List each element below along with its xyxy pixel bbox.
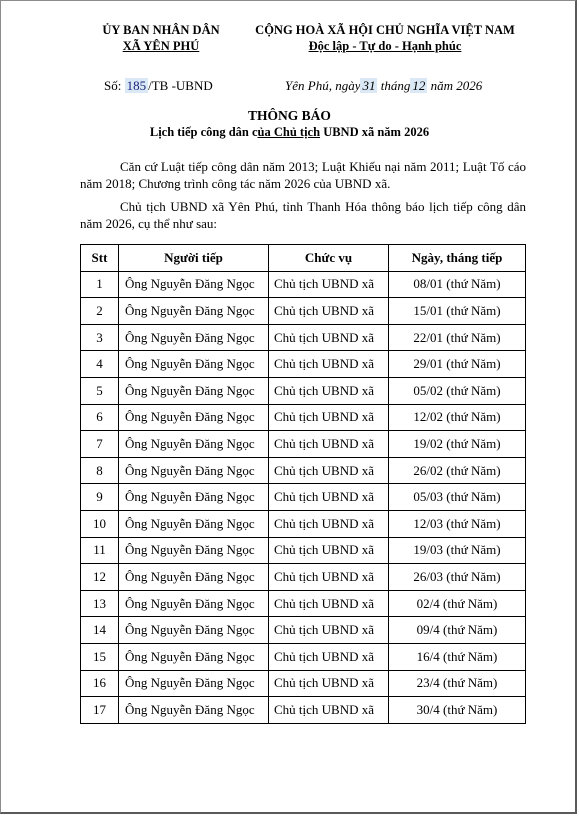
table-row	[81, 537, 526, 564]
row-stt: 10	[81, 510, 119, 537]
row-receiver: Ông Nguyễn Đăng Ngọc	[119, 590, 269, 617]
row-receiver: Ông Nguyễn Đăng Ngọc	[119, 484, 269, 511]
agency-header	[96, 22, 226, 54]
row-stt: 6	[81, 404, 119, 431]
table-row	[81, 670, 526, 697]
row-receiver: Ông Nguyễn Đăng Ngọc	[119, 431, 269, 458]
row-position: Chủ tịch UBND xã	[269, 351, 389, 378]
row-date: 09/4 (thứ Năm)	[389, 617, 526, 644]
row-position: Chủ tịch UBND xã	[269, 564, 389, 591]
header-stt: Stt	[81, 245, 119, 272]
row-receiver: Ông Nguyễn Đăng Ngọc	[119, 457, 269, 484]
row-date: 19/03 (thứ Năm)	[389, 537, 526, 564]
row-position: Chủ tịch UBND xã	[269, 298, 389, 325]
row-position: Chủ tịch UBND xã	[269, 643, 389, 670]
row-stt: 9	[81, 484, 119, 511]
row-position: Chủ tịch UBND xã	[269, 617, 389, 644]
row-receiver: Ông Nguyễn Đăng Ngọc	[119, 537, 269, 564]
row-receiver: Ông Nguyễn Đăng Ngọc	[119, 351, 269, 378]
table-row	[81, 457, 526, 484]
row-position: Chủ tịch UBND xã	[269, 377, 389, 404]
row-position: Chủ tịch UBND xã	[269, 670, 389, 697]
row-date: 30/4 (thứ Năm)	[389, 697, 526, 724]
subtitle-end: UBND xã năm 2026	[320, 125, 430, 139]
row-receiver: Ông Nguyễn Đăng Ngọc	[119, 643, 269, 670]
row-stt: 16	[81, 670, 119, 697]
table-row	[81, 431, 526, 458]
row-date: 29/01 (thứ Năm)	[389, 351, 526, 378]
date-month-field[interactable]: 12	[412, 78, 426, 93]
row-date: 26/03 (thứ Năm)	[389, 564, 526, 591]
table-row	[81, 564, 526, 591]
table-row	[81, 590, 526, 617]
header-receiver: Người tiếp	[119, 245, 269, 272]
announcement-paragraph: Chủ tịch UBND xã Yên Phú, tỉnh Thanh Hóa thông báo lịch tiếp công dân năm 2026, cụ thể như sau:	[80, 199, 526, 231]
row-position: Chủ tịch UBND xã	[269, 590, 389, 617]
date-month-label: tháng	[380, 78, 411, 93]
national-title: CỘNG HOÀ XÃ HỘI CHỦ NGHĨA VIỆT NAM	[255, 23, 515, 37]
header-position: Chức vụ	[269, 245, 389, 272]
row-stt: 2	[81, 298, 119, 325]
document-title: THÔNG BÁO	[248, 108, 331, 123]
row-stt: 13	[81, 590, 119, 617]
row-position: Chủ tịch UBND xã	[269, 324, 389, 351]
legal-basis-paragraph: Căn cứ Luật tiếp công dân năm 2013; Luật Khiếu nại năm 2011; Luật Tố cáo năm 2018; Chương trình công tác năm 2026 của UBND xã.	[80, 159, 526, 191]
table-row	[81, 298, 526, 325]
row-date: 22/01 (thứ Năm)	[389, 324, 526, 351]
document-subtitle	[0, 125, 579, 140]
row-stt: 1	[81, 271, 119, 298]
table-row	[81, 643, 526, 670]
row-date: 02/4 (thứ Năm)	[389, 590, 526, 617]
subtitle-start: Lịch tiếp công dân c	[149, 125, 258, 139]
row-position: Chủ tịch UBND xã	[269, 510, 389, 537]
row-stt: 5	[81, 377, 119, 404]
row-receiver: Ông Nguyễn Đăng Ngọc	[119, 404, 269, 431]
row-date: 16/4 (thứ Năm)	[389, 643, 526, 670]
row-position: Chủ tịch UBND xã	[269, 271, 389, 298]
document-number	[104, 78, 213, 94]
table-row	[81, 510, 526, 537]
table-row	[81, 697, 526, 724]
row-stt: 15	[81, 643, 119, 670]
agency-name: ỦY BAN NHÂN DÂN	[102, 23, 220, 37]
row-stt: 7	[81, 431, 119, 458]
row-date: 05/02 (thứ Năm)	[389, 377, 526, 404]
header-date: Ngày, tháng tiếp	[389, 245, 526, 272]
subtitle-underlined: ủa Chủ tịch	[257, 125, 321, 139]
table-row	[81, 404, 526, 431]
row-date: 08/01 (thứ Năm)	[389, 271, 526, 298]
row-stt: 11	[81, 537, 119, 564]
row-date: 19/02 (thứ Năm)	[389, 431, 526, 458]
table-row	[81, 351, 526, 378]
national-header	[246, 22, 524, 54]
row-stt: 12	[81, 564, 119, 591]
row-date: 12/03 (thứ Năm)	[389, 510, 526, 537]
row-receiver: Ông Nguyễn Đăng Ngọc	[119, 510, 269, 537]
row-stt: 8	[81, 457, 119, 484]
table-row	[81, 617, 526, 644]
doc-number-field[interactable]: 185	[126, 78, 147, 93]
date-place: Yên Phú, ngày	[285, 78, 361, 93]
row-stt: 4	[81, 351, 119, 378]
row-receiver: Ông Nguyễn Đăng Ngọc	[119, 324, 269, 351]
table-row	[81, 377, 526, 404]
commune-name: XÃ YÊN PHÚ	[122, 39, 200, 53]
issue-date	[285, 78, 482, 94]
reception-schedule-table	[80, 244, 526, 724]
row-stt: 14	[81, 617, 119, 644]
date-year: năm 2026	[430, 78, 483, 93]
row-position: Chủ tịch UBND xã	[269, 484, 389, 511]
national-motto: Độc lập - Tự do - Hạnh phúc	[308, 39, 462, 53]
row-date: 23/4 (thứ Năm)	[389, 670, 526, 697]
table-row	[81, 484, 526, 511]
row-stt: 17	[81, 697, 119, 724]
row-stt: 3	[81, 324, 119, 351]
row-position: Chủ tịch UBND xã	[269, 457, 389, 484]
row-receiver: Ông Nguyễn Đăng Ngọc	[119, 377, 269, 404]
row-position: Chủ tịch UBND xã	[269, 537, 389, 564]
row-receiver: Ông Nguyễn Đăng Ngọc	[119, 298, 269, 325]
row-position: Chủ tịch UBND xã	[269, 431, 389, 458]
row-position: Chủ tịch UBND xã	[269, 697, 389, 724]
row-receiver: Ông Nguyễn Đăng Ngọc	[119, 670, 269, 697]
table-row	[81, 271, 526, 298]
row-date: 26/02 (thứ Năm)	[389, 457, 526, 484]
table-row	[81, 324, 526, 351]
row-receiver: Ông Nguyễn Đăng Ngọc	[119, 617, 269, 644]
row-position: Chủ tịch UBND xã	[269, 404, 389, 431]
row-date: 05/03 (thứ Năm)	[389, 484, 526, 511]
doc-number-suffix: /TB -UBND	[148, 78, 213, 93]
date-day-field[interactable]: 31	[362, 78, 376, 93]
row-receiver: Ông Nguyễn Đăng Ngọc	[119, 271, 269, 298]
row-date: 15/01 (thứ Năm)	[389, 298, 526, 325]
table-header-row	[81, 245, 526, 272]
doc-number-prefix: Số:	[104, 78, 122, 93]
row-receiver: Ông Nguyễn Đăng Ngọc	[119, 697, 269, 724]
row-date: 12/02 (thứ Năm)	[389, 404, 526, 431]
row-receiver: Ông Nguyễn Đăng Ngọc	[119, 564, 269, 591]
